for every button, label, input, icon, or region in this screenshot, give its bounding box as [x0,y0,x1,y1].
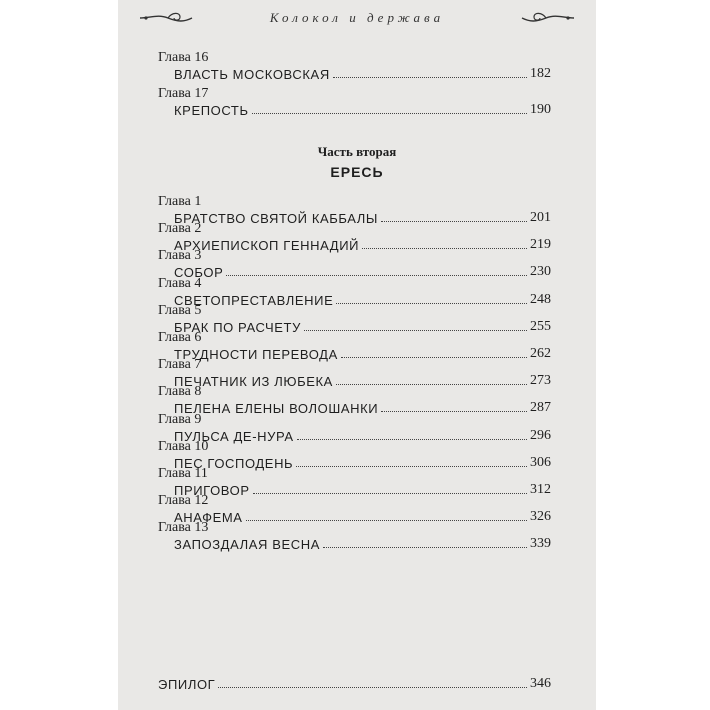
dot-leader [252,112,527,114]
page-number: 182 [530,66,551,81]
toc-entry[interactable] [174,290,551,308]
toc-entry[interactable] [174,100,551,118]
part-title: ЕРЕСЬ [330,164,384,180]
chapter-label: Глава 10 [158,439,209,454]
toc-entry[interactable] [174,208,551,226]
chapter-label: Глава 12 [158,493,209,508]
toc-entry[interactable] [174,398,551,416]
page-number: 296 [530,428,551,443]
chapter-label: Глава 9 [158,412,202,427]
page-number: 201 [530,210,551,225]
page-number: 312 [530,482,551,497]
dot-leader [381,220,527,222]
book-page [118,0,596,710]
toc-entry[interactable] [174,480,551,498]
chapter-label: Глава 17 [158,86,209,101]
chapter-label: Глава 13 [158,520,209,535]
chapter-label: Глава 5 [158,303,202,318]
dot-leader [336,383,527,385]
dot-leader [323,546,527,548]
chapter-title: АРХИЕПИСКОП ГЕННАДИЙ [174,238,360,253]
chapter-title: КРЕПОСТЬ [174,103,249,118]
page-number: 346 [530,676,551,691]
chapter-label: Глава 16 [158,50,209,65]
page-number: 306 [530,455,551,470]
page-number: 273 [530,373,551,388]
chapter-title: ВЛАСТЬ МОСКОВСКАЯ [174,67,330,82]
toc-entry[interactable] [174,262,551,280]
chapter-title: ПРИГОВОР [174,483,250,498]
chapter-title: ТРУДНОСТИ ПЕРЕВОДА [174,347,338,362]
dot-leader [218,686,527,688]
chapter-title: БРАТСТВО СВЯТОЙ КАББАЛЫ [174,211,379,226]
toc-entry[interactable] [174,426,551,444]
page-number: 219 [530,237,551,252]
chapter-title: ЭПИЛОГ [158,677,216,692]
dot-leader [253,492,527,494]
chapter-title: АНАФЕМА [174,510,243,525]
chapter-title: СВЕТОПРЕСТАВЛЕНИЕ [174,293,334,308]
dot-leader [296,465,527,467]
page-number: 190 [530,102,551,117]
dot-leader [381,410,527,412]
chapter-title: ПЕЧАТНИК ИЗ ЛЮБЕКА [174,374,333,389]
page-number: 230 [530,264,551,279]
toc-entry[interactable] [174,64,551,82]
chapter-title: ПЕЛЕНА ЕЛЕНЫ ВОЛОШАНКИ [174,401,379,416]
page-number: 248 [530,292,551,307]
chapter-label: Глава 8 [158,384,202,399]
dot-leader [333,76,527,78]
dot-leader [341,356,527,358]
chapter-title: ПЕС ГОСПОДЕНЬ [174,456,294,471]
toc-entry[interactable] [174,317,551,335]
chapter-title: БРАК ПО РАСЧЕТУ [174,320,301,335]
toc-entry[interactable] [174,235,551,253]
running-header [118,6,596,30]
dot-leader [226,274,527,276]
chapter-label: Глава 1 [158,194,202,209]
toc-entry[interactable] [174,507,551,525]
running-title: Колокол и держава [269,10,445,25]
toc-entry[interactable] [174,371,551,389]
dot-leader [246,519,527,521]
chapter-label: Глава 3 [158,248,202,263]
dot-leader [304,329,527,331]
chapter-title: СОБОР [174,265,224,280]
toc-entry[interactable] [174,344,551,362]
chapter-title: ПУЛЬСА ДЕ-НУРА [174,429,294,444]
page-number: 287 [530,400,551,415]
part-label: Часть вторая [317,144,397,159]
page-number: 339 [530,536,551,551]
chapter-label: Глава 11 [158,466,208,481]
ornament-right-icon [520,8,576,28]
dot-leader [297,438,527,440]
toc-entry[interactable] [158,674,551,692]
dot-leader [362,247,527,249]
dot-leader [336,302,527,304]
page-number: 262 [530,346,551,361]
chapter-title: ЗАПОЗДАЛАЯ ВЕСНА [174,537,321,552]
toc-entry[interactable] [174,534,551,552]
page-number: 255 [530,319,551,334]
page-number: 326 [530,509,551,524]
chapter-label: Глава 4 [158,276,202,291]
toc-entry[interactable] [174,453,551,471]
chapter-label: Глава 7 [158,357,202,372]
chapter-label: Глава 2 [158,221,202,236]
chapter-label: Глава 6 [158,330,202,345]
